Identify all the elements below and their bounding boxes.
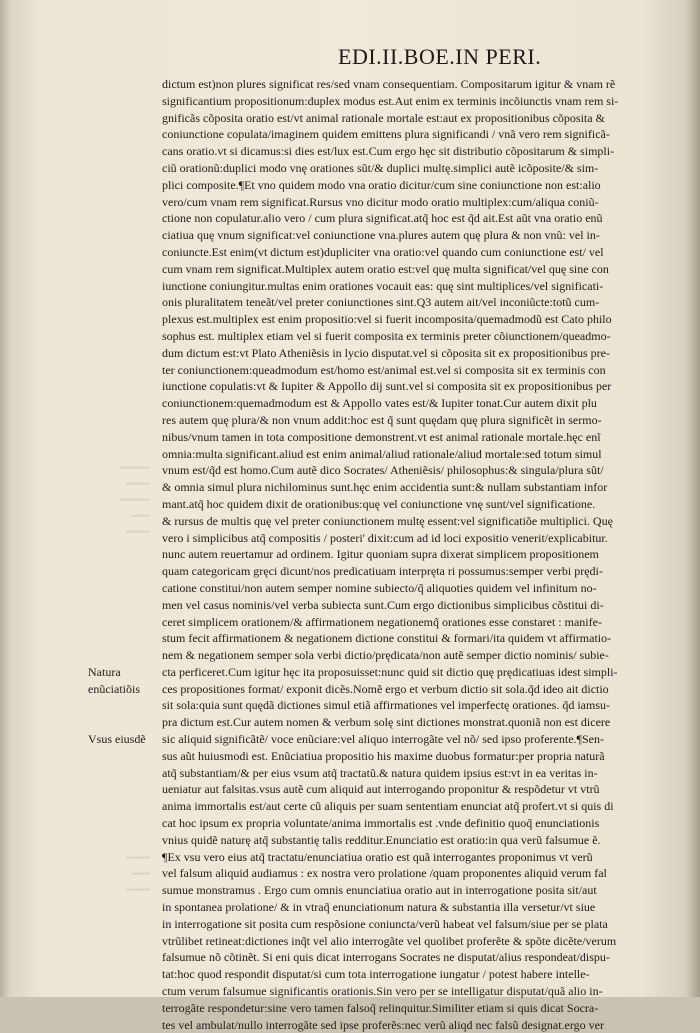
- text-line: res autem quę plura/& non vnum addit:hoc est q̃ sunt quędam quę plura significẽt in sermo-: [162, 412, 602, 427]
- margin-note: Vsus eiusdẽ: [88, 732, 146, 747]
- text-line: in interrogatione sit posita cum respõsione coniuncta/verũ habeat vel falsum/siue per se plata: [162, 916, 608, 931]
- text-line: dictum est)non plures significat res/sed vnam consequentiam. Compositarum igitur & vnam rẽ: [162, 77, 616, 91]
- page-gutter-shadow: [686, 0, 700, 997]
- show-through-text: ~~~~ ~~~ ~~~~: [126, 852, 150, 896]
- text-line: plici composite.¶Et vno quidem modo vna oratio dicitur/cum sine coniunctione non est:alio: [162, 177, 601, 192]
- text-line: ctum verum falsumue significantis orationis.Sin vero per se intelligatur disputat/quã alio in-: [162, 984, 603, 999]
- text-line: ter coniunctionem:queadmodum est/homo est/animal est.vel si composita sit ex terminis con: [162, 362, 606, 377]
- text-line: coniunctione copulata/imaginem quidem emittens plura significandi / vnã vero rem significã-: [162, 127, 610, 142]
- text-line: tes vel ambulat/nullo interrogãte sed ipse proferẽs:nec verũ aliqd nec falsũ designat.ergo ver: [162, 1017, 604, 1032]
- text-line: nibus/vnum tamen in tota compositione demonstrent.vt est animal rationale mortale.hęc enĩ: [162, 429, 601, 444]
- text-line: & omnia simul plura nichilominus sunt.hęc enim accidentia sunt:& nullam substantiam infor: [162, 480, 608, 495]
- text-line: vero i simplicibus atq̃ compositis / posteri' dixit:cum ad id loci expositio venerit/explicabitur.: [162, 530, 608, 545]
- text-line: ueniatur aut falsitas.vsus autẽ cum aliquid aut interrogando proponitur & respõdetur vt vtrũ: [162, 782, 600, 797]
- text-line: & rursus de multis quę vel preter coniunctionem multę essent:vel significatiõe multiplici. Quę: [162, 513, 613, 528]
- text-line: in spontanea prolatione/ & in vtraq̃ enunciationum natura & substantia illa versetur/vt siue: [162, 900, 596, 915]
- text-line: omnia:multa significant.aliud est enim animal/aliud rationale/aliud mortale:sed totum simul: [162, 446, 602, 461]
- text-line: stum fecit affirmationem & negationem dictione constitui & formari/ita quidem vt affirmatio-: [162, 631, 612, 646]
- text-line: quam categoricam gręci dicunt/nos predicatiuam interpręta ri possumus:semper verbi prędi-: [162, 564, 603, 579]
- text-line: ces propositiones format/ exponit dicẽs.Nomẽ ergo et verbum dictio sit sola.q̃d ideo ait dictio: [162, 681, 609, 696]
- margin-note: enũciatiõis: [88, 681, 140, 696]
- text-line: sumue monstramus . Ergo cum omnis enunciatiua oratio aut in interrogatione posita sit/aut: [162, 883, 597, 898]
- text-line: plexus est.multiplex est enim propositio:vel si fuerit incomposita/quemadmodũ est Cato philo: [162, 312, 612, 327]
- text-line: gnificãs cõposita oratio est/vt animal rationale mortale est:aut ex propositionibus cõposita &: [162, 110, 605, 125]
- text-line: ceret simplicem orationem/& affirmationem negationemq̃ orationes esse constaret : manife-: [162, 614, 602, 629]
- text-line: ctione non copulatur.alio vero / cum plura significat.atq̃ hoc est q̃d ait.Est aũt vna oratio enũ: [162, 211, 603, 226]
- body-text-block: [162, 76, 668, 1032]
- text-line: pra dictum est.Cur autem nomen & verbum solę sint dictiones monstrat.quoniã non est dicere: [162, 715, 611, 730]
- show-through-text: ~~~~~ ~~~~ ~~~~~ ~~~ ~~~~: [120, 462, 150, 538]
- text-line: vtrũlibet retineat:dictiones inq̃t vel alio interrogãte vel quolibet proferẽte & spõte dicẽte/verum: [162, 933, 617, 948]
- text-line: tat:hoc quod respondit disputat/si cum tota interrogatione iungatur / potest habere intelle-: [162, 967, 590, 982]
- text-line: vel falsum aliquid audiamus : ex nostra vero prolatione /quam proponentes aliquid verum fal: [162, 866, 607, 881]
- text-line: cum vnam rem significat.Multiplex autem oratio est:vel quę multa significat/vel quę sine con: [162, 261, 609, 276]
- margin-note: Natura: [88, 665, 121, 679]
- text-line: vero/cum vnam rem significat.Rursus vno dicitur modo oratio multiplex:cum/aliqua coniũ-: [162, 194, 599, 209]
- text-line: sophus est. multiplex etiam vel si fuerit composita ex terminis preter cõiunctionem/queadmo-: [162, 328, 611, 343]
- text-line: ciatiua quę vnum significat:vel coniunctione vna.plures autem quę plura & non vnũ: vel in-: [162, 228, 600, 243]
- page-left-edge: [0, 0, 10, 997]
- text-line: ciũ orationũ:duplici modo vnę orationes sũt/& duplici multę.simplici autẽ icõposite/& sim-: [162, 160, 599, 175]
- text-line: dum dictum est:vt Plato Atheniẽsis in lycio disputat.vel si cõposita sit ex propositionibus pre-: [162, 345, 610, 360]
- text-line: cta perficeret.Cum igitur hęc ita proposuisset:nunc quid sit dictio quę prędicatiuas idest simpli-: [162, 664, 618, 679]
- text-line: sus aũt huiusmodi est. Enũciatiua propositio his maxime duobus formatur:per propria naturã: [162, 748, 605, 763]
- text-line: iunctione coniungitur.multas enim orationes vocauit eas: quę sint multiplices/vel significati-: [162, 278, 604, 293]
- text-line: coniuncte.Est enim(vt dictum est)dupliciter vna oratio:vel quando cum coniunctione est/ vel: [162, 244, 604, 259]
- text-line: nem & negationem semper sola verbi dictio/prędicata/non autẽ semper dictio nominis/ subie-: [162, 648, 609, 663]
- text-line: falsumue nõ cõtinẽt. Si eni quis dicat interrogans Socrates ne disputat/alius respondeat/dispu-: [162, 950, 610, 965]
- running-header: EDI.II.BOE.IN PERI.: [338, 44, 542, 69]
- text-line: sic aliquid significãtẽ/ voce enũciare:vel aliquo interrogãte vel nõ/ sed ipso proferente.¶Sen-: [162, 732, 604, 747]
- text-line: atq̃ substantiam/& per eius vsum atq̃ tractatũ.& natura quidem ipsius est:vt in ea veritas in-: [162, 765, 598, 780]
- text-line: men vel casus nominis/vel verba subiecta sunt.Cum ergo dictionibus simplicibus cõstitui di-: [162, 597, 604, 612]
- text-line: ¶Ex vsu vero eius atq̃ tractatu/enunciatiua oratio est quã interrogantes proponimus vt verũ: [162, 849, 593, 864]
- text-line: vnius quidẽ naturę atq̃ substantię talis redditur.Enunciatio est oratio:in qua verũ falsumue ẽ.: [162, 832, 601, 847]
- text-line: catione constitui/non autem semper nomine subiecto/q̃ aliquoties quidem vel infinitum no-: [162, 580, 597, 595]
- text-line: mant.atq̃ hoc quidem dixit de orationibus:quę vel coniunctione vnę sunt/vel significatione.: [162, 496, 596, 511]
- text-line: onis pluralitatem teneãt/vel preter coniunctiones sint.Q3 autem ait/vel inconiũcte:totũ cum-: [162, 295, 600, 310]
- text-line: terrogãte respondetur:sine vero tamen falsoq̃ relinquitur.Similiter etiam si quis dicat Socra-: [162, 1000, 599, 1015]
- text-line: iunctione copulatis:vt & Iupiter & Appollo dij sunt.vel si composita sit ex propositionibus per: [162, 379, 612, 394]
- text-line: significantium propositionum:duplex modus est.Aut enim ex terminis incõiunctis vnam rem si-: [162, 93, 619, 108]
- text-line: cans oratio.vt si dicamus:si dies est/lux est.Cum ergo hęc sit distributio cõpositarum & simpli-: [162, 144, 615, 159]
- text-line: vnum est/q̃d est homo.Cum autẽ dico Socrates/ Atheniẽsis/ philosophus:& singula/plura sũt/: [162, 463, 604, 478]
- text-line: cat hoc ipsum ex propria voluntate/anima immortalis est .vnde definitio quoq̃ enunciationis: [162, 816, 600, 831]
- text-line: nunc autem reuertamur ad ordinem. Igitur quoniam supra dixerat simplicem propositionem: [162, 547, 599, 562]
- text-line: sit sola:quia sunt quędã dictiones simul etiã affirmationes vel imperfectę orationes. q̃d iamsu-: [162, 698, 610, 713]
- text-line: anima immortalis est/aut certe cũ aliquis per suam sententiam enunciat atq̃ profert.vt si quis di: [162, 799, 614, 814]
- text-line: coniunctionem:quemadmodum est & Appollo vates est/& Iupiter tonat.Cur autem dixit plu: [162, 396, 597, 411]
